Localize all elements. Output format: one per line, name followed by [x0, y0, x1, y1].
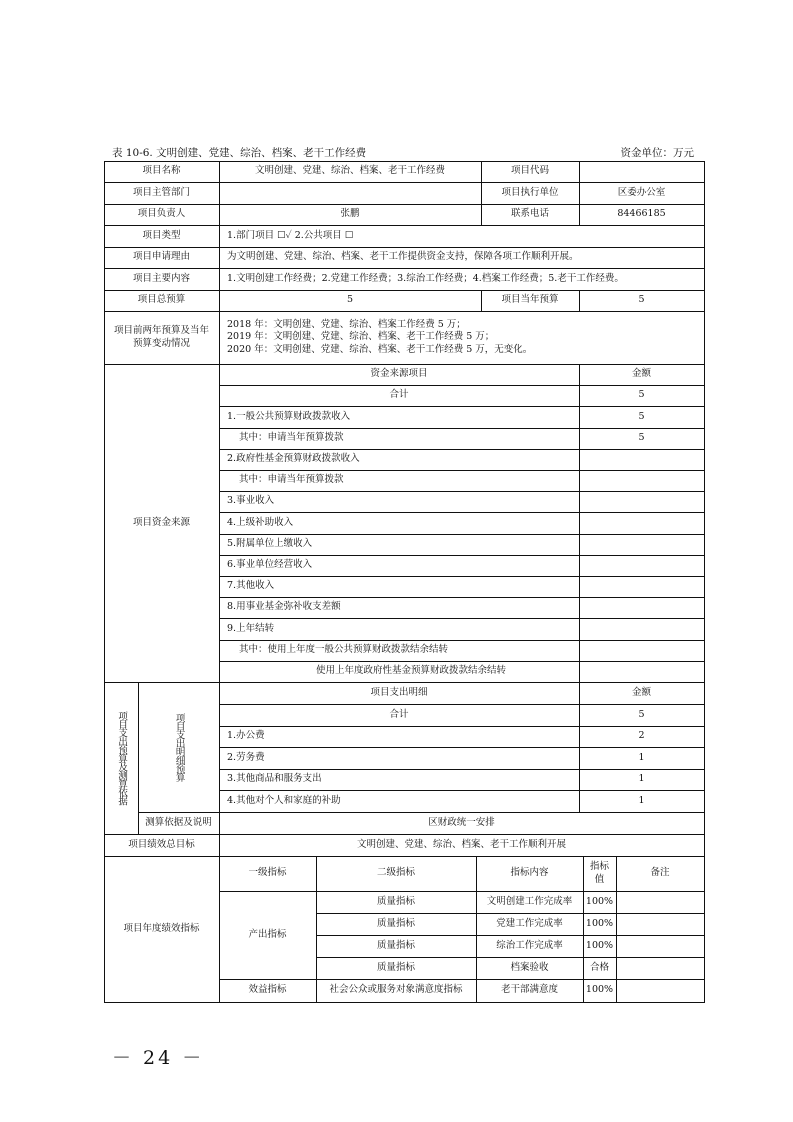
expense-header-item: 项目支出明细: [370, 686, 428, 698]
dept-label: 项目主管部门: [132, 186, 190, 198]
table-rule: [104, 247, 705, 248]
table-rule: [219, 640, 705, 641]
table-rule: [219, 576, 705, 577]
table-rule: [219, 661, 705, 662]
perf-row-value: 100%: [585, 895, 614, 907]
expense-row-item: 合计: [389, 708, 409, 720]
total-budget-value: 5: [346, 294, 354, 306]
table-rule: [316, 957, 705, 958]
funding-row-item: 5.附属单位上缴收入: [227, 538, 313, 550]
table-rule: [219, 534, 705, 535]
table-rule: [316, 935, 705, 936]
expense-row-amount: 5: [638, 708, 645, 720]
table-rule: [219, 406, 705, 407]
current-budget-label: 项目当年预算: [501, 294, 559, 306]
funding-row-item: 合计: [389, 389, 409, 401]
perf-row-note: [616, 935, 704, 957]
funding-row-amount: 5: [638, 389, 645, 401]
header-note: 备注: [650, 867, 670, 879]
perf-row-content: 老干部满意度: [500, 984, 558, 996]
phone-value: 84466185: [617, 208, 666, 220]
funding-header-item: 资金来源项目: [370, 368, 428, 380]
header-content: 指标内容: [510, 867, 549, 879]
expense-row-item: 2.劳务费: [227, 751, 265, 763]
project-type-value: 1.部门项目 ☐✓ 2.公共项目 ☐: [227, 229, 354, 241]
table-rule: [138, 812, 705, 813]
funding-row-amount: [579, 470, 704, 491]
table-rule: [476, 856, 477, 1003]
funding-row-item: 6.事业单位经营收入: [227, 559, 313, 571]
content-label: 项目主要内容: [132, 272, 190, 284]
table-rule: [219, 555, 705, 556]
benefit-indicator-label: 效益指标: [248, 984, 287, 996]
exec-unit-value: 区委办公室: [617, 186, 666, 198]
funding-row-item: 7.其他收入: [227, 580, 275, 592]
header-level1: 一级指标: [248, 867, 287, 879]
table-rule: [579, 161, 580, 205]
table-rule: [481, 290, 482, 312]
table-rule: [219, 769, 705, 770]
funding-row-amount: [579, 576, 704, 597]
table-rule: [481, 204, 482, 226]
header-level2: 二级指标: [376, 867, 415, 879]
funding-row-amount: [579, 640, 704, 661]
project-type-label: 项目类型: [142, 229, 181, 241]
history-label: 项目前两年预算及当年预算变动情况: [113, 325, 209, 349]
funding-row-amount: 5: [638, 432, 645, 444]
table-rule: [616, 856, 617, 1003]
table-rule: [219, 311, 220, 365]
funding-row-item: 8.用事业基金弥补收支差额: [227, 601, 341, 613]
table-rule: [138, 682, 139, 835]
project-name-label: 项目名称: [142, 165, 181, 177]
table-rule: [579, 204, 580, 226]
expense-header-amount: 金额: [631, 686, 651, 698]
funding-row-item: 其中：申请当年预算拨款: [239, 432, 344, 444]
funding-row-amount: [579, 618, 704, 640]
table-rule: [219, 364, 220, 835]
funding-row-amount: [579, 555, 704, 576]
history-text: [219, 311, 704, 364]
table-rule: [219, 428, 705, 429]
dept-value: [219, 182, 481, 204]
content-value: 1.文明创建工作经费；2.党建工作经费；3.综治工作经费；4.档案工作经费；5.老干工作经费。: [227, 272, 624, 284]
expense-row-amount: 1: [638, 773, 645, 785]
perf-row-content: 党建工作完成率: [496, 917, 563, 929]
table-rule: [219, 470, 705, 471]
expense-outer-text: 项目支出预算及测算依据: [116, 711, 128, 805]
perf-row-level2: 质量指标: [376, 939, 415, 951]
perf-row-note: [616, 913, 704, 935]
goal-label: 项目绩效总目标: [128, 838, 195, 850]
table-rule: [104, 182, 705, 183]
funding-row-amount: [579, 449, 704, 470]
owner-label: 项目负责人: [137, 208, 186, 220]
table-rule: [104, 834, 705, 835]
funding-row-amount: [579, 491, 704, 512]
expense-row-amount: 1: [638, 751, 645, 763]
funding-row-item: 9.上年结转: [227, 622, 275, 634]
history-line: 2018 年：文明创建、党建、综治、档案工作经费 5 万；: [227, 318, 466, 330]
project-code-label: 项目代码: [510, 165, 549, 177]
perf-row-value: 100%: [585, 917, 614, 929]
annual-indicator-label: 项目年度绩效指标: [123, 922, 200, 934]
perf-row-level2: 质量指标: [376, 895, 415, 907]
perf-row-level2: 社会公众或服务对象满意度指标: [329, 984, 463, 996]
goal-value: 文明创建、党建、综治、档案、老干工作顺利开展: [356, 838, 566, 850]
page-number: － 24 －: [112, 1047, 205, 1069]
project-name-value: 文明创建、党建、综治、档案、老干工作经费: [254, 165, 445, 177]
reason-label: 项目申请理由: [132, 251, 190, 263]
expense-row-amount: 2: [638, 730, 645, 742]
table-rule: [219, 747, 705, 748]
funding-row-item: 其中：申请当年预算拨款: [239, 474, 344, 486]
table-title: 表 10-6. 文明创建、党建、综治、档案、老干工作经费: [112, 147, 367, 159]
funding-row-item: 4.上级补助收入: [227, 516, 294, 528]
perf-row-note: [616, 891, 704, 913]
perf-row-note: [616, 979, 704, 1002]
table-rule: [219, 618, 705, 619]
table-rule: [104, 225, 705, 226]
table-rule: [219, 491, 705, 492]
funding-row-amount: 5: [638, 410, 645, 422]
table-rule: [316, 856, 317, 1003]
expense-row-item: 1.办公费: [227, 730, 265, 742]
history-line: 2020 年：文明创建、党建、综治、档案、老干工作经费 5 万，无变化。: [227, 343, 533, 355]
perf-row-value: 100%: [585, 984, 614, 996]
table-rule: [219, 834, 220, 1003]
funding-row-item: 其中：使用上年度一般公共预算财政拨款结余结转: [239, 644, 449, 656]
perf-row-level2: 质量指标: [376, 917, 415, 929]
funding-row-item: 2.政府性基金预算财政拨款收入: [227, 453, 360, 465]
table-rule: [104, 290, 705, 291]
table-rule: [579, 290, 580, 312]
perf-row-value: 100%: [585, 939, 614, 951]
current-budget-value: 5: [638, 294, 645, 306]
expense-outer-label: [104, 682, 138, 834]
project-code-value: [579, 161, 704, 182]
funding-row-item: 使用上年度政府性基金预算财政拨款结余结转: [315, 665, 506, 677]
expense-row-amount: 1: [638, 794, 645, 806]
funding-row-amount: [579, 534, 704, 555]
table-rule: [219, 726, 705, 727]
table-rule: [104, 268, 705, 269]
table-rule: [104, 204, 705, 205]
total-budget-label: 项目总预算: [137, 294, 186, 306]
perf-row-level2: 质量指标: [376, 961, 415, 973]
table-rule: [104, 161, 705, 162]
reason-value: 为文明创建、党建、综治、档案、老干工作提供资金支持，保障各项工作顺利开展。: [227, 251, 579, 263]
table-rule: [583, 856, 584, 1003]
table-rule: [219, 790, 705, 791]
phone-label: 联系电话: [510, 208, 549, 220]
table-rule: [219, 704, 705, 705]
table-rule: [219, 891, 705, 892]
table-rule: [219, 512, 705, 513]
expense-inner-text: 项目支出明细预算: [173, 713, 185, 781]
exec-unit-label: 项目执行单位: [501, 186, 559, 198]
funding-row-item: 3.事业收入: [227, 495, 275, 507]
table-rule: [481, 161, 482, 205]
funding-row-amount: [579, 597, 704, 618]
expense-row-item: 4.其他对个人和家庭的补助: [227, 794, 341, 806]
unit-label: 资金单位：万元: [620, 147, 694, 159]
perf-row-content: 文明创建工作完成率: [486, 895, 573, 907]
table-rule: [219, 979, 705, 980]
table-rule: [316, 913, 705, 914]
owner-value: 张鹏: [340, 208, 360, 220]
table-rule: [704, 161, 705, 1003]
table-rule: [219, 597, 705, 598]
table-rule: [104, 364, 705, 365]
perf-row-content: 档案验收: [510, 961, 549, 973]
funding-header-amount: 金额: [631, 368, 651, 380]
table-rule: [104, 161, 105, 1003]
output-indicator-label: 产出指标: [248, 928, 287, 940]
history-line: 2019 年：文明创建、党建、综治、档案、老干工作经费 5 万；: [227, 331, 495, 343]
perf-row-content: 综治工作完成率: [496, 939, 563, 951]
funding-section-label: 项目资金来源: [132, 516, 190, 528]
table-rule: [104, 856, 705, 857]
perf-row-note: [616, 957, 704, 979]
table-caption: [108, 143, 700, 161]
project-budget-table: [104, 161, 704, 1002]
funding-row-amount: [579, 661, 704, 682]
basis-label: 测算依据及说明: [145, 816, 212, 828]
table-rule: [104, 311, 705, 312]
funding-row-item: 1.一般公共预算财政拨款收入: [227, 410, 351, 422]
funding-row-amount: [579, 512, 704, 534]
expense-inner-label: [138, 682, 219, 812]
table-rule: [219, 449, 705, 450]
table-rule: [579, 364, 580, 813]
table-rule: [104, 1002, 705, 1003]
table-rule: [219, 385, 705, 386]
table-rule: [104, 682, 705, 683]
basis-value: 区财政统一安排: [428, 816, 495, 828]
perf-row-value: 合格: [589, 961, 609, 973]
expense-row-item: 3.其他商品和服务支出: [227, 773, 322, 785]
header-value: 指标值: [589, 861, 609, 885]
table-rule: [219, 161, 220, 312]
